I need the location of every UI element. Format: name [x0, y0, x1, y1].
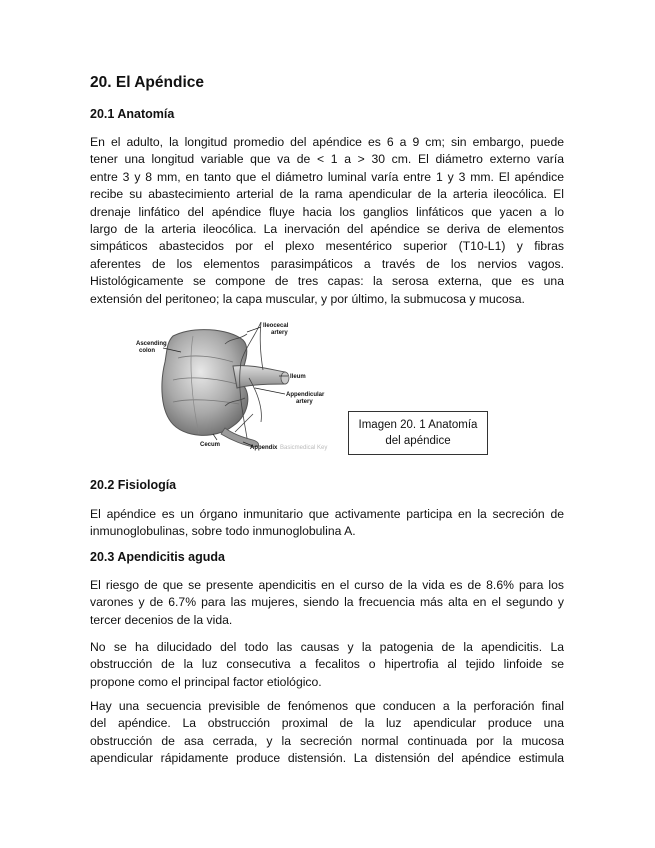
caption-line: Imagen 20. 1 Anatomía [358, 419, 478, 431]
label-ascending-colon: Ascending [136, 341, 167, 347]
cecum-shape [162, 330, 248, 436]
paragraph-apendicitis-2 [90, 639, 564, 691]
text-line: drenaje linfático del apéndice fluye hacia los ganglios linfáticos que yacen a lo [90, 204, 564, 219]
section-heading-fisiologia: 20.2 Fisiología [90, 478, 177, 492]
label-appendix: Appendix [250, 445, 278, 451]
label-ascending-colon-2: colon [139, 348, 155, 354]
text-line: tercer decenios de la vida. [90, 612, 233, 627]
watermark: Basicmedical Key [280, 445, 328, 451]
ileum-shape [233, 366, 285, 388]
paragraph-anatomia [90, 134, 564, 308]
label-ileum: Ileum [290, 374, 306, 380]
label-appendicular-artery-2: artery [296, 399, 313, 405]
text-line: propone como el principal factor etiológico. [90, 674, 322, 689]
text-line: entre 3 y 8 mm, en tanto que el diámetro luminal varía entre 1 y 3 mm. El apéndice [90, 169, 564, 184]
text-line: largo de la arteria ileocólica. La inervación del apéndice se deriva de elementos [90, 222, 564, 237]
text-line: simpáticos abastecidos por el plexo mesentérico superior (T10-L1) y fibras [90, 239, 564, 254]
paragraph-apendicitis-3 [90, 698, 564, 768]
label-cecum: Cecum [200, 442, 221, 448]
figure-caption [348, 411, 488, 455]
text-line: aferentes de los elementos parasimpáticos a través de los nervios vagos. [90, 256, 564, 271]
text-line: inmunoglobulinas, sobre todo inmunoglobulina A. [90, 524, 356, 539]
text-line: El apéndice es un órgano inmunitario que activamente participa en la secreción de [90, 507, 564, 521]
anatomy-drawing [133, 318, 348, 458]
label-appendicular-artery: Appendicular [286, 392, 325, 398]
caption-line: del apéndice [385, 435, 451, 447]
text-line: extensión del peritoneo; la capa muscular, y por último, la submucosa y mucosa. [90, 291, 525, 306]
text-line: En el adulto, la longitud promedio del apéndice es 6 a 9 cm; sin embargo, puede [90, 135, 564, 149]
paragraph-fisiologia [90, 506, 564, 541]
section-heading-anatomia: 20.1 Anatomía [90, 107, 175, 121]
label-ileocecal-artery-2: artery [271, 330, 288, 336]
text-line: obstrucción de asa cerrada, y la secreción normal continuada por la mucosa [90, 733, 564, 748]
text-line: Hay una secuencia previsible de fenómenos que conducen a la perforación final [90, 699, 564, 713]
text-line: apendicular rápidamente produce distensión. La distensión del apéndice estimula [90, 751, 564, 766]
label-ileocecal-artery: Ileocecal [263, 323, 289, 329]
text-line: varones y de 6.7% para las mujeres, siendo la frecuencia más alta en el segundo y [90, 595, 564, 610]
appendix-anatomy-illustration [133, 318, 348, 458]
text-line: No se ha dilucidado del todo las causas y la patogenia de la apendicitis. La [90, 640, 564, 654]
text-line: Histológicamente se compone de tres capas: la serosa externa, que es una [90, 274, 564, 289]
text-line: recibe su abastecimiento arterial de la rama apendicular de la arteria ileocólica. El [90, 187, 564, 202]
section-heading-apendicitis: 20.3 Apendicitis aguda [90, 550, 225, 564]
text-line: del apéndice. La obstrucción proximal de la luz apendicular produce una [90, 716, 564, 731]
text-line: obstrucción de la luz consecutiva a fecalitos o hipertrofia al tejido linfoide se [90, 657, 564, 672]
text-line: El riesgo de que se presente apendicitis en el curso de la vida es de 8.6% para los [90, 578, 564, 592]
chapter-title: 20. El Apéndice [90, 74, 204, 91]
text-line: tener una longitud variable que va de < 1 a > 30 cm. El diámetro externo varía [90, 152, 564, 167]
paragraph-apendicitis-1 [90, 577, 564, 629]
